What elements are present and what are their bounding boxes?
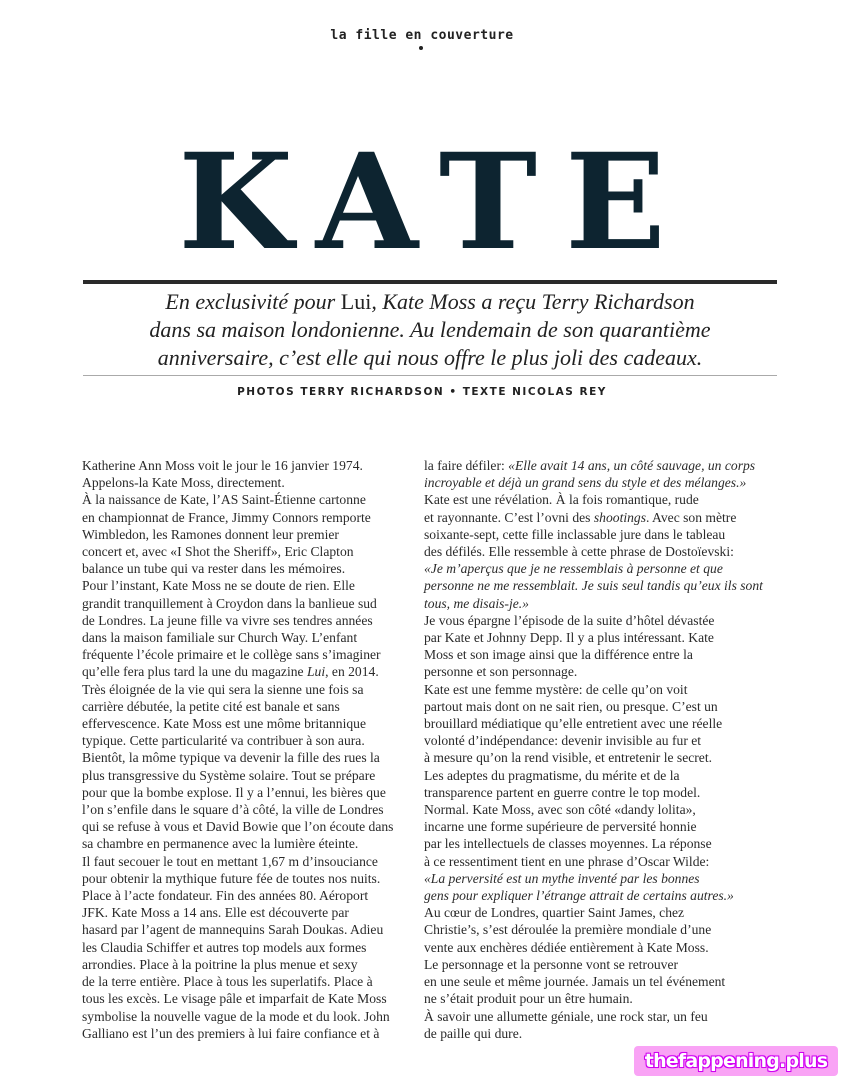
text-line: des défilés. Elle ressemble à cette phrase de Dostoïevski: — [424, 544, 734, 560]
text-line: effervescence. Kate Moss est une môme britannique — [82, 716, 366, 732]
text-line: l’on s’enfile dans le square d’à côté, la ville de Londres — [82, 802, 384, 818]
divider-thin — [83, 375, 777, 376]
text-line — [83, 316, 777, 344]
text-segment: Lui — [340, 289, 372, 314]
italic-text: tous, me disais-je.» — [424, 595, 529, 611]
text-line: les Claudia Schiffer et autres top models aux formes — [82, 939, 367, 955]
text-line: soixante-sept, cette fille inclassable jure dans le tableau — [424, 526, 726, 542]
watermark: thefappening.plus — [644, 1050, 828, 1072]
text-line: Pour l’instant, Kate Moss ne se doute de rien. Elle — [82, 578, 355, 594]
text-segment: En exclusivité pour — [165, 289, 341, 314]
text-line: qui se refuse à vous et David Bowie que l’on écoute dans — [82, 819, 394, 835]
text-line: en une seule et même journée. Jamais un tel événement — [424, 974, 726, 990]
headline: KATE — [178, 125, 694, 280]
text-line: balance un tube qui va rester dans les mémoires. — [82, 561, 346, 577]
text-line: à mesure qu’on la rend visible, et entretenir le secret. — [424, 750, 712, 766]
text-line: pour obtenir la mythique future fée de toutes nos nuits. — [82, 870, 381, 886]
text-segment: dans sa maison londonienne. Au lendemain de son quarantième — [149, 317, 711, 342]
text-line — [424, 560, 764, 577]
text-line: Galliano est l’un des premiers à lui faire confiance et à — [82, 1025, 380, 1041]
text-line — [82, 663, 422, 680]
text-segment: la faire défiler: — [424, 458, 509, 473]
text-line: Le personnage et la personne vont se retrouver — [424, 956, 679, 972]
text-line: par les intellectuels de classes moyennes. La réponse — [424, 836, 712, 852]
text-line — [424, 887, 764, 904]
text-line: concert et, avec «I Shot the Sheriff», Eric Clapton — [82, 544, 354, 560]
text-line: Bientôt, la môme typique va devenir la fille des rues la — [82, 750, 380, 766]
text-segment: qu’elle fera plus tard la une du magazine — [82, 664, 307, 680]
text-line — [83, 344, 777, 372]
text-line: partout mais dont on ne sait rien, ou presque. C’est un — [424, 698, 718, 714]
text-line — [424, 595, 764, 612]
italic-text: shootings — [593, 509, 647, 525]
text-line: À savoir une allumette géniale, une rock star, un feu — [424, 1008, 708, 1024]
text-line: Place à l’acte fondateur. Fin des années 80. Aéroport — [82, 888, 369, 904]
text-line: incarne une forme supérieure de perversité honnie — [424, 819, 697, 835]
text-line: JFK. Kate Moss a 14 ans. Elle est découverte par — [82, 905, 349, 921]
text-line: Il faut secouer le tout en mettant 1,67 m d’insouciance — [82, 853, 378, 869]
text-line — [424, 474, 764, 491]
text-line: Wimbledon, les Ramones donnent leur premier — [82, 526, 339, 542]
text-line: ne s’était produit pour un être humain. — [424, 991, 633, 1007]
text-line: tous les excès. Le visage pâle et imparfait de Kate Moss — [82, 991, 387, 1007]
article-column-right — [424, 457, 764, 1042]
italic-text: «Je m’aperçus que je ne ressemblais à personne et que — [424, 561, 723, 577]
italic-text: Lui — [306, 664, 326, 680]
italic-text: incroyable et déjà un grand sens du style et des mélanges.» — [424, 475, 747, 491]
text-line: carrière débutée, la petite cité est banale et sans — [82, 698, 340, 714]
text-line: grandit tranquillement à Croydon dans la banlieue sud — [82, 595, 377, 611]
text-line: à ce ressentiment tient en une phrase d’Oscar Wilde: — [424, 853, 710, 869]
text-line — [424, 577, 764, 594]
text-line: symbolise la nouvelle vague de la mode et du look. John — [82, 1008, 390, 1024]
italic-text: «La perversité est un mythe inventé par les bonnes — [424, 870, 700, 886]
text-segment: et rayonnante. C’est l’ovni des — [424, 509, 594, 525]
text-line: Les adeptes du pragmatisme, du mérite et de la — [424, 767, 680, 783]
text-line: fréquente l’école primaire et le collège sans s’imaginer — [82, 647, 381, 663]
text-line: Kate est une révélation. À la fois romantique, rude — [424, 492, 699, 508]
kicker-dot — [419, 46, 423, 50]
text-line: typique. Cette particularité va contribuer à son aura. — [82, 733, 365, 749]
text-line: en championnat de France, Jimmy Connors remporte — [82, 509, 371, 525]
divider-thick — [83, 280, 777, 284]
text-line: de paille qui dure. — [424, 1025, 523, 1041]
italic-text: personne ne me ressemblait. Je suis seul tandis qu’eux ils sont — [424, 578, 763, 594]
text-line: plus transgressive du Système solaire. Tout se prépare — [82, 767, 376, 783]
text-line — [424, 509, 764, 526]
text-segment: . Avec son mètre — [646, 509, 737, 525]
text-line: brouillard médiatique qu’elle entretient avec une réelle — [424, 716, 723, 732]
text-line: Kate est une femme mystère: de celle qu’on voit — [424, 681, 688, 697]
italic-text: «Elle avait 14 ans, un côté sauvage, un corps — [508, 458, 756, 473]
text-line: volonté d’indépendance: devenir invisible au fur et — [424, 733, 702, 749]
italic-text: gens pour expliquer l’étrange attrait de certains autres.» — [424, 888, 734, 904]
text-line: dans la maison familiale sur Church Way. L’enfant — [82, 630, 358, 646]
text-line: Au cœur de Londres, quartier Saint James, chez — [424, 905, 685, 921]
text-line: vente aux enchères dédiée entièrement à Kate Moss. — [424, 939, 709, 955]
text-line: personne et son personnage. — [424, 664, 578, 680]
text-line: hasard par l’agent de mannequins Sarah Doukas. Adieu — [82, 922, 384, 938]
text-line: Très éloignée de la vie qui sera la sienne une fois sa — [82, 681, 364, 697]
text-line — [83, 288, 777, 316]
text-line — [424, 870, 764, 887]
text-line: pour que la bombe explose. Il y a l’ennui, les bières que — [82, 784, 386, 800]
article-column-left — [82, 457, 422, 1042]
text-line: de la terre entière. Place à tous les superlatifs. Place à — [82, 974, 373, 990]
text-line: À la naissance de Kate, l’AS Saint-Étienne cartonne — [82, 492, 366, 508]
text-line: de Londres. La jeune fille va vivre ses tendres années — [82, 612, 373, 628]
text-line: Je vous épargne l’épisode de la suite d’hôtel dévastée — [424, 612, 715, 628]
text-line: Katherine Ann Moss voit le jour le 16 janvier 1974. — [82, 458, 363, 473]
text-line: Normal. Kate Moss, avec son côté «dandy lolita», — [424, 802, 696, 818]
text-line: sa chambre en permanence avec la lumière éteinte. — [82, 836, 359, 852]
text-line: par Kate et Johnny Depp. Il y a plus intéressant. Kate — [424, 630, 714, 646]
text-line: arrondies. Place à la poitrine la plus menue et sexy — [82, 956, 358, 972]
text-segment: , en 2014. — [325, 664, 379, 680]
text-segment: , Kate Moss a reçu Terry Richardson — [371, 289, 695, 314]
credits: PHOTOS TERRY RICHARDSON • TEXTE NICOLAS REY — [237, 386, 607, 398]
text-line: transparence partent en guerre contre le top model. — [424, 784, 701, 800]
text-line — [424, 457, 764, 474]
text-line: Appelons-la Kate Moss, directement. — [82, 475, 285, 491]
deck — [83, 288, 777, 372]
text-line: Christie’s, s’est déroulée la première mondiale d’une — [424, 922, 712, 938]
text-line: Moss et son image ainsi que la différence entre la — [424, 647, 693, 663]
text-segment: anniversaire, c’est elle qui nous offre le plus joli des cadeaux. — [157, 345, 703, 370]
section-kicker: la fille en couverture — [330, 28, 514, 43]
